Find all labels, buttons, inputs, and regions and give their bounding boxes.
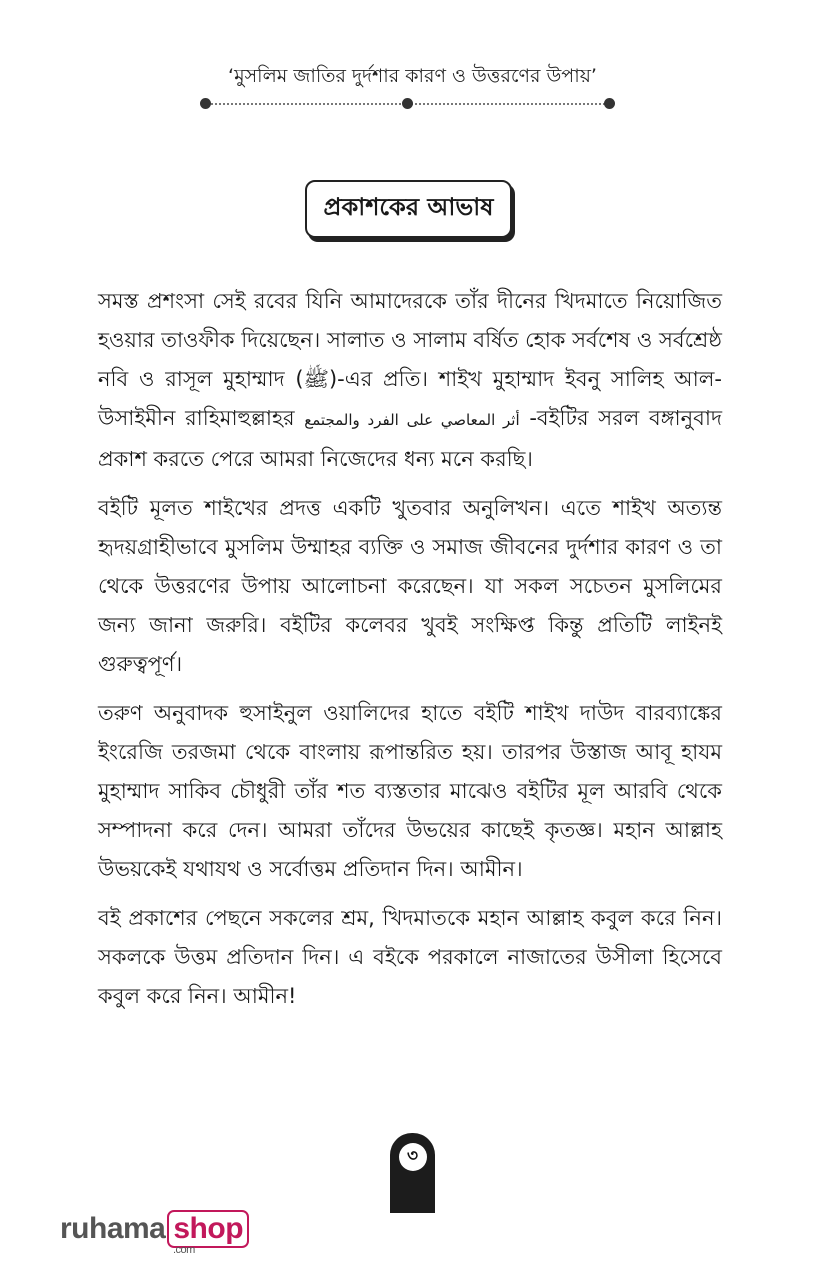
logo-domain: .com	[173, 1244, 195, 1256]
paragraph-1-part-a: সমস্ত প্রশংসা সেই রবের যিনি আমাদেরকে তাঁর দীনের খিদমাতে নিয়োজিত হওয়ার তাওফীক দিয়েছেন। সালাত ও সালাম বর্ষিত হোক সর্বশেষ ও সর্বশ্রেষ্ঠ নবি ও রাসূল মুহাম্মাদ (ﷺ)-এর প্রতি। শাইখ মুহাম্মাদ ইবনু সালিহ আল-উসাইমীন রাহিমাহুল্লাহর	[98, 289, 722, 430]
section-title-box	[305, 180, 512, 238]
paragraph-4: বই প্রকাশের পেছনে সকলের শ্রম, খিদমাতকে মহান আল্লাহ কবুল করে নিন। সকলকে উত্তম প্রতিদান দিন। এ বইকে পরকালে নাজাতের উসীলা হিসেবে কবুল করে নিন। আমীন!	[98, 906, 722, 1008]
ornament-dot-left	[200, 98, 211, 109]
header-ornament-divider	[200, 95, 615, 113]
ornament-dot-right	[604, 98, 615, 109]
paragraph-1	[98, 282, 722, 479]
body-text	[98, 282, 722, 1026]
ornament-dot-center	[402, 98, 413, 109]
page-number: ৩	[399, 1143, 427, 1171]
paragraph-2: বইটি মূলত শাইখের প্রদত্ত একটি খুতবার অনুলিখন। এতে শাইখ অত্যন্ত হৃদয়গ্রাহীভাবে মুসলিম উম্মাহর ব্যক্তি ও সমাজ জীবনের দুর্দশার কারণ ও তা থেকে উত্তরণের উপায় আলোচনা করেছেন। যা সকল সচেতন মুসলিমের জন্য জানা জরুরি। বইটির কলেবর খুবই সংক্ষিপ্ত কিন্তু প্রতিটি লাইনই গুরুত্বপূর্ণ।	[98, 496, 722, 676]
page-number-tab	[390, 1133, 435, 1213]
arabic-book-title: أثر المعاصي على الفرد والمجتمع	[304, 411, 520, 429]
section-title: প্রকাশকের আভাষ	[323, 193, 494, 221]
ruhamashop-logo	[60, 1210, 249, 1256]
logo-brand: ruhama	[60, 1212, 166, 1245]
running-header: ‘মুসলিম জাতির দুর্দশার কারণ ও উত্তরণের উপায়’	[228, 65, 597, 87]
logo-shop: shop	[167, 1210, 249, 1248]
paragraph-1-part-b: -বইটির সরল বঙ্গানুবাদ প্রকাশ করতে পেরে আমরা নিজেদের ধন্য মনে করছি।	[98, 406, 722, 471]
paragraph-3: তরুণ অনুবাদক হুসাইনুল ওয়ালিদের হাতে বইটি শাইখ দাউদ বারব্যাঙ্কের ইংরেজি তরজমা থেকে বাংলায় রূপান্তরিত হয়। তারপর উস্তাজ আবূ হাযম মুহাম্মাদ সাকিব চৌধুরী তাঁর শত ব্যস্ততার মাঝেও বইটির মূল আরবি থেকে সম্পাদনা করে দেন। আমরা তাঁদের উভয়ের কাছেই কৃতজ্ঞ। মহান আল্লাহ উভয়কেই যথাযথ ও সর্বোত্তম প্রতিদান দিন। আমীন।	[98, 701, 722, 881]
